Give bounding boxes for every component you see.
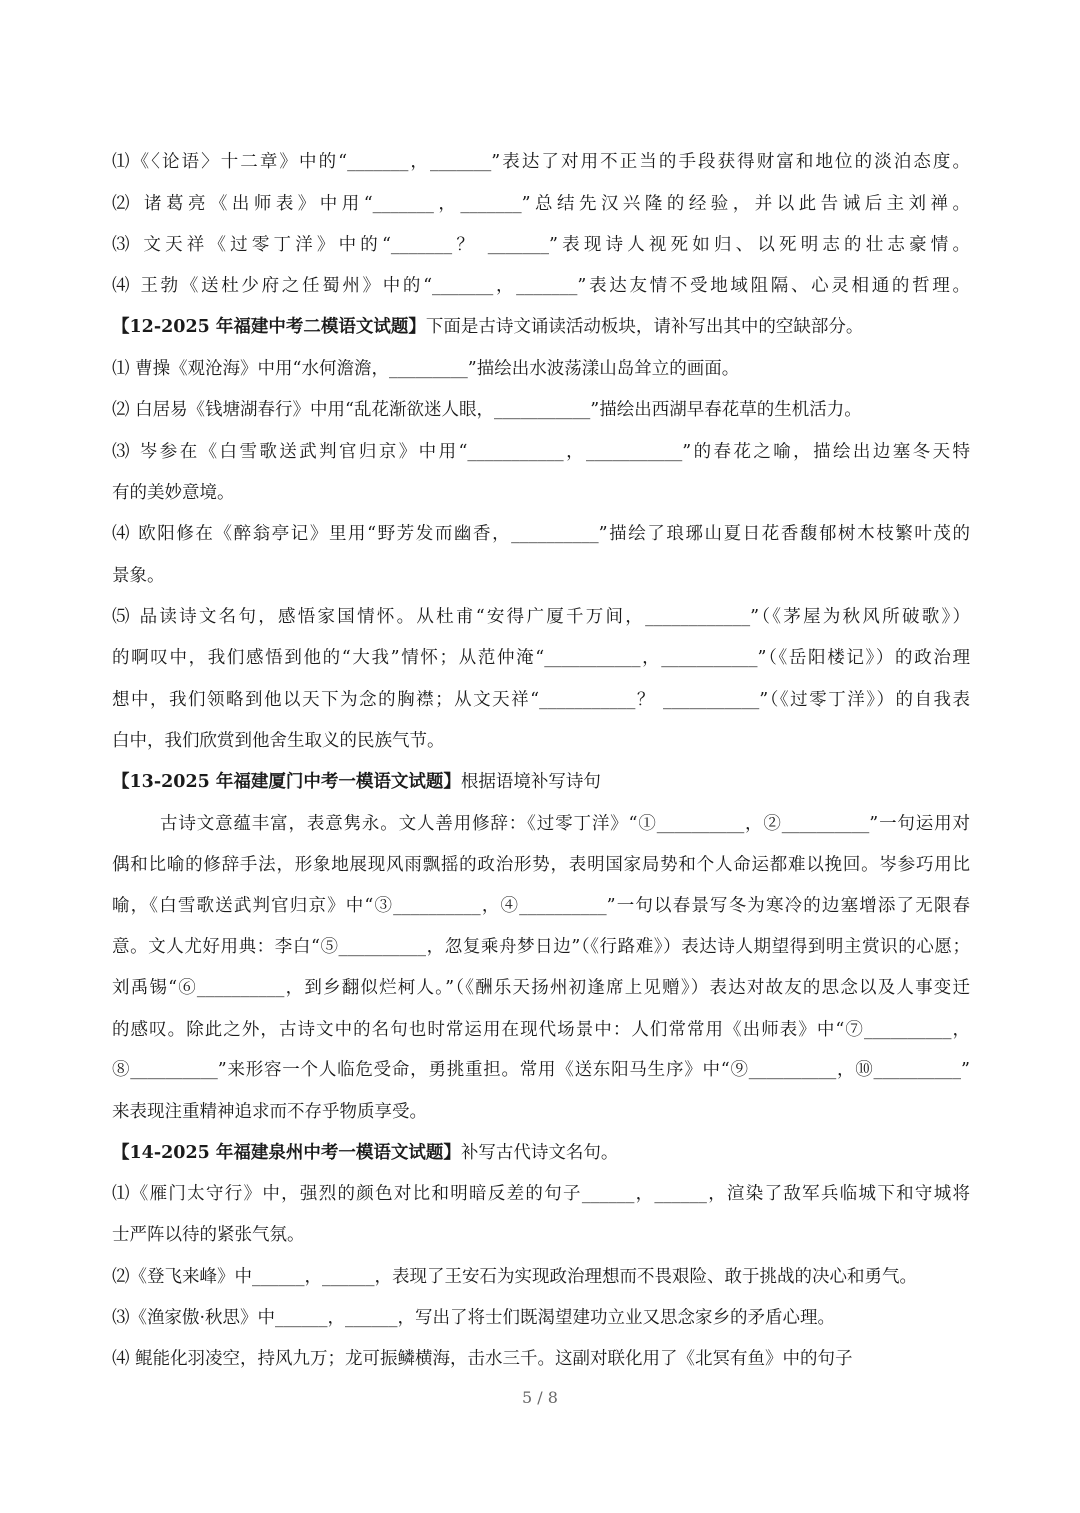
text-line: ⑷ 欧阳修在《醉翁亭记》里用“野芳发而幽香，__________”描绘了琅琊山夏日花香馥郁树木枝繁叶茂的 [112, 524, 970, 544]
header-label: 【14-2025 年福建泉州中考一模语文试题】 [112, 1143, 461, 1163]
text-line: ⑧__________”来形容一个人临危受命，勇挑重担。常用《送东阳马生序》中“⑨__________，⑩__________” [112, 1060, 970, 1080]
header-label: 【12-2025 年福建中考二模语文试题】 [112, 317, 426, 337]
text-line: 白中，我们欣赏到他舍生取义的民族气节。 [112, 731, 445, 751]
text-line: ⑸ 品读诗文名句，感悟家国情怀。从杜甫“安得广厦千万间，____________”（《茅屋为秋风所破歌》） [112, 607, 970, 627]
text-line: 的啊叹中，我们感悟到他的“大我”情怀；从范仲淹“___________，___________”（《岳阳楼记》）的政治理 [112, 648, 970, 668]
header-text: 补写古代诗文名句。 [460, 1143, 619, 1163]
text-line: 古诗文意蕴丰富，表意隽永。文人善用修辞：《过零丁洋》“①__________，②__________”一句运用对 [160, 814, 970, 834]
text-line: 来表现注重精神追求而不存乎物质享受。 [112, 1102, 427, 1122]
text-line: 喻，《白雪歌送武判官归京》中“③__________，④__________”一句以春景写冬为寒冷的边塞增添了无限春 [112, 896, 970, 916]
section-header-13 [112, 770, 970, 794]
text-line: 想中，我们领略到他以天下为念的胸襟；从文天祥“___________？ ___________”（《过零丁洋》）的自我表 [112, 690, 970, 710]
text-line: 有的美妙意境。 [112, 483, 235, 503]
text-line: ⑴ 曹操《观沧海》中用“水何澹澹，_________”描绘出水波荡漾山岛耸立的画面。 [112, 359, 740, 379]
text-line: 偶和比喻的修辞手法，形象地展现风雨飘摇的政治形势，表明国家局势和个人命运都难以挽回。岑参巧用比 [112, 855, 970, 875]
header-text: 下面是古诗文诵读活动板块，请补写出其中的空缺部分。 [425, 317, 864, 337]
text-line: ⑴《〈论语〉十二章》中的“_______，_______”表达了对用不正当的手段获得财富和地位的淡泊态度。 [112, 152, 970, 172]
text-line: ⑶《渔家傲·秋思》中______，______，写出了将士们既渴望建功立业又思念家乡的矛盾心理。 [112, 1308, 836, 1328]
text-line: ⑷ 鲲能化羽凌空，持风九万；龙可振鳞横海，击水三千。这副对联化用了《北冥有鱼》中的句子 [112, 1349, 853, 1369]
text-line: 士严阵以待的紧张气氛。 [112, 1225, 305, 1245]
section-header-12 [112, 315, 970, 339]
text-line: ⑵《登飞来峰》中______，______，表现了王安石为实现政治理想而不畏艰险、敢于挑战的决心和勇气。 [112, 1267, 917, 1287]
text-line: 意。文人尤好用典：李白“⑤__________，忽复乘舟梦日边”（《行路难》）表达诗人期望得到明主赏识的心愿； [112, 937, 970, 957]
text-line: ⑷ 王勃《送杜少府之任蜀州》中的“_______，_______”表达友情不受地域阻隔、心灵相通的哲理。 [112, 276, 970, 296]
text-line: ⑶ 文天祥《过零丁洋》中的“_______？ _______”表现诗人视死如归、以死明志的壮志豪情。 [112, 235, 970, 255]
text-line: 刘禹锡“⑥__________，到乡翻似烂柯人。”（《酬乐天扬州初逢席上见赠》）表达对故友的思念以及人事变迁 [112, 978, 970, 998]
page-number: 5 / 8 [522, 1388, 558, 1407]
text-line: 景象。 [112, 566, 165, 586]
section-header-14 [112, 1141, 970, 1165]
text-line: 的感叹。除此之外，古诗文中的名句也时常运用在现代场景中：人们常常用《出师表》中“⑦__________， [112, 1020, 970, 1040]
header-label: 【13-2025 年福建厦门中考一模语文试题】 [112, 772, 461, 792]
text-line: ⑴《雁门太守行》中，强烈的颜色对比和明暗反差的句子______，______，渲染了敌军兵临城下和守城将 [112, 1184, 970, 1204]
text-line: ⑵ 白居易《钱塘湖春行》中用“乱花渐欲迷人眼，___________”描绘出西湖早春花草的生机活力。 [112, 400, 862, 420]
header-text: 根据语境补写诗句 [460, 772, 601, 792]
text-line: ⑵ 诸葛亮《出师表》中用“_______，_______”总结先汉兴隆的经验，并以此告诫后主刘禅。 [112, 194, 970, 214]
text-line: ⑶ 岑参在《白雪歌送武判官归京》中用“___________，___________”的春花之喻，描绘出边塞冬天特 [112, 442, 970, 462]
